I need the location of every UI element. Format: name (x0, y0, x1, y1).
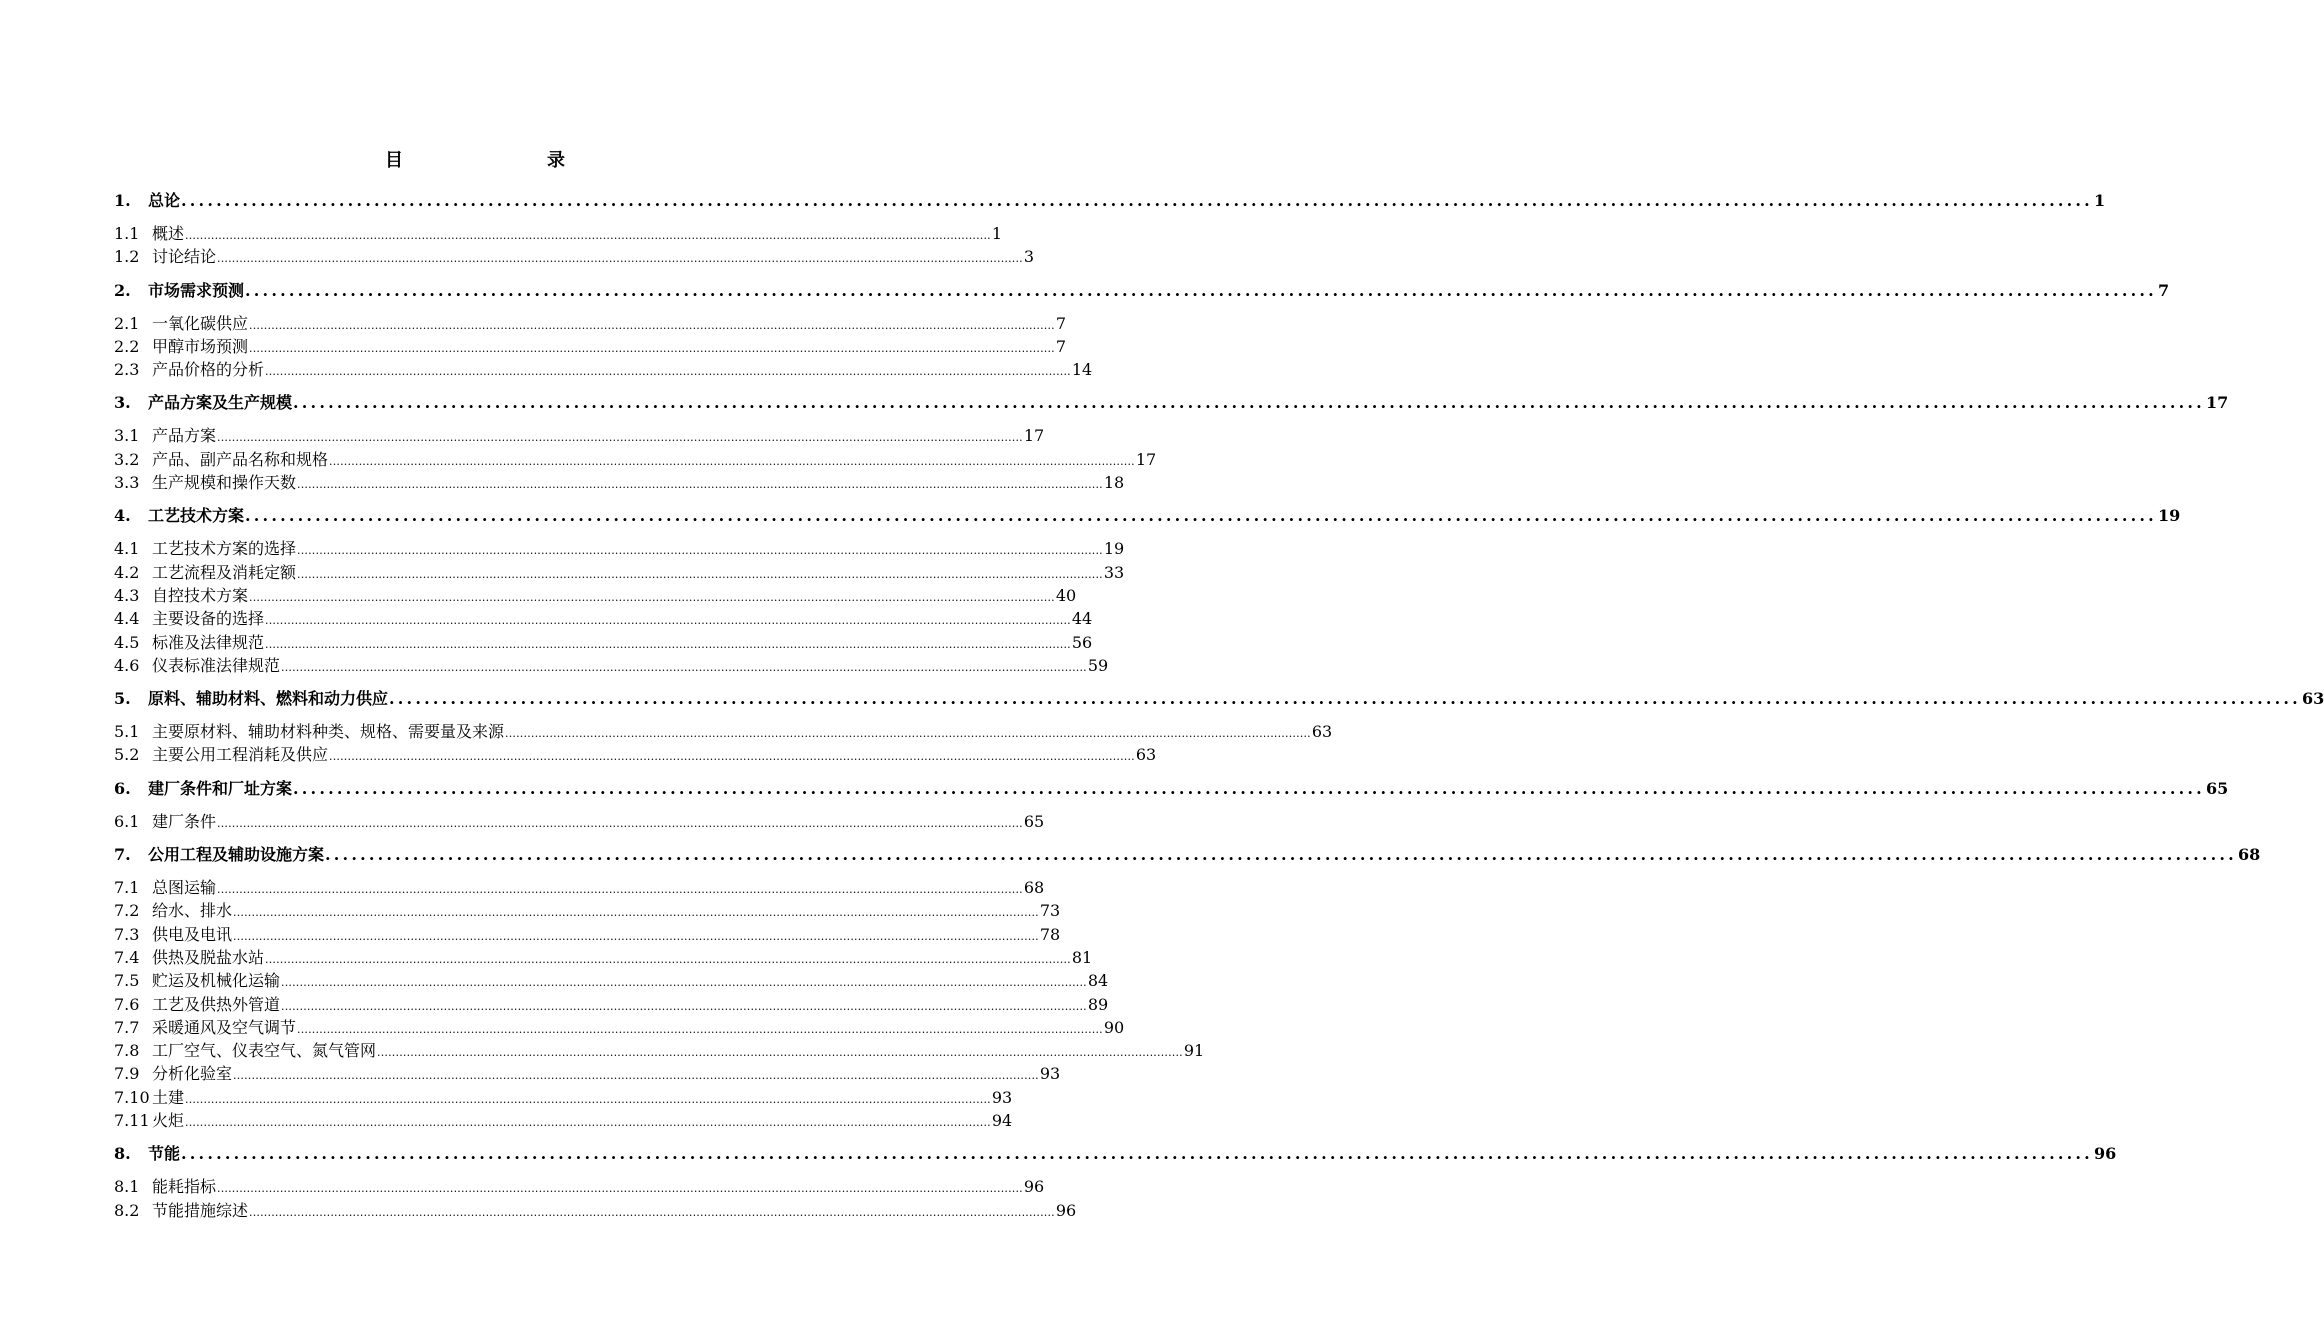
toc-entry-title: 贮运及机械化运输 (152, 971, 281, 991)
toc-entry-number: 6.1 (114, 811, 140, 831)
toc-entry-number: 7.1 (114, 878, 140, 898)
toc-dot-leader: .......................................................................................................................................................................................................................... (185, 229, 991, 242)
toc-page-number: 40 (1055, 585, 1077, 605)
toc-section-entry[interactable] (114, 1016, 1125, 1039)
toc-entry-title: 工艺技术方案 (148, 506, 245, 526)
toc-entry-number: 7.11 (114, 1111, 150, 1131)
toc-dot-leader: .......................................................................................................................................................................................................................... (297, 567, 1103, 581)
toc-section-entry[interactable] (114, 537, 1125, 560)
toc-chapter-entry[interactable] (114, 279, 2170, 302)
toc-section-entry[interactable] (114, 335, 1067, 358)
toc-section-entry[interactable] (114, 1039, 1205, 1062)
toc-section-entry[interactable] (114, 584, 1077, 607)
toc-entry-number: 7.2 (114, 901, 140, 921)
toc-dot-leader: .......................................................................................................................................................................................................................... (265, 365, 1071, 379)
toc-section-entry[interactable] (114, 631, 1093, 654)
toc-entry-title: 分析化验室 (152, 1064, 233, 1084)
toc-page-number: 17 (1135, 449, 1157, 469)
toc-section-entry[interactable] (114, 471, 1125, 494)
toc-page-number: 63 (1311, 722, 1333, 742)
toc-entry-title: 供电及电讯 (152, 924, 233, 944)
toc-section-entry[interactable] (114, 1199, 1077, 1222)
toc-entry-title: 标准及法律规范 (152, 632, 265, 652)
toc-entry-number: 3.1 (114, 426, 140, 446)
toc-entry-title: 工艺流程及消耗定额 (152, 562, 297, 582)
toc-section-entry[interactable] (114, 969, 1109, 992)
toc-dot-leader: .......................................................................................................................................................................................................................... (281, 660, 1087, 674)
toc-chapter-entry[interactable] (114, 1142, 2117, 1165)
toc-section-entry[interactable] (114, 1109, 1013, 1132)
toc-dot-leader: .......................................................................................................................................................................................................................... (281, 976, 1087, 990)
toc-dot-leader: .......................................................................................................................................................................................................................... (377, 1046, 1183, 1060)
toc-entry-number: 4.1 (114, 539, 140, 559)
toc-page-number: 44 (1071, 609, 1093, 629)
toc-entry-number: 7.9 (114, 1064, 140, 1084)
toc-entry-number: 7.3 (114, 924, 140, 944)
toc-entry-title: 总图运输 (152, 878, 217, 898)
toc-section-entry[interactable] (114, 222, 1003, 245)
toc-section-entry[interactable] (114, 245, 1035, 268)
toc-entry-title: 建厂条件和厂址方案 (148, 778, 293, 798)
toc-dot-leader: .......................................................................................................................................................................................................................... (249, 590, 1055, 604)
toc-entry-title: 市场需求预测 (148, 280, 245, 300)
toc-page-number: 89 (1087, 994, 1109, 1014)
toc-dot-leader: .......................................................................................................................................................................................................................... (217, 816, 1023, 830)
toc-section-entry[interactable] (114, 1086, 1013, 1109)
toc-section-entry[interactable] (114, 923, 1061, 946)
toc-dot-leader: .......................................................................................................................................................................................................................... (185, 1092, 991, 1106)
toc-page-number: 96 (2093, 1144, 2117, 1164)
toc-page-number: 94 (991, 1111, 1013, 1131)
toc-section-entry[interactable] (114, 810, 1045, 833)
toc-entry-title: 给水、排水 (152, 901, 233, 921)
toc-dot-leader: .......................................................................................................................................................................................................................... (217, 1182, 1023, 1196)
toc-entry-title: 土建 (152, 1087, 185, 1107)
toc-page-number: 73 (1039, 901, 1061, 921)
toc-entry-number: 8.2 (114, 1200, 140, 1220)
toc-page-number: 78 (1039, 924, 1061, 944)
toc-entry-number: 6. (114, 778, 131, 798)
toc-entry-number: 2.3 (114, 360, 140, 380)
toc-entry-title: 产品价格的分析 (152, 360, 265, 380)
toc-entry-title: 工厂空气、仪表空气、氮气管网 (152, 1041, 377, 1061)
toc-entry-number: 4.6 (114, 655, 140, 675)
toc-entry-number: 7.5 (114, 971, 140, 991)
toc-section-entry[interactable] (114, 946, 1093, 969)
toc-entry-title: 概述 (152, 224, 185, 243)
toc-entry-number: 3. (114, 393, 131, 413)
toc-page-number: 96 (1055, 1200, 1077, 1220)
toc-entry-number: 5.2 (114, 745, 140, 765)
toc-section-entry[interactable] (114, 424, 1045, 447)
toc-section-entry[interactable] (114, 993, 1109, 1016)
toc-page-number: 68 (1023, 878, 1045, 898)
toc-dot-leader: .......................................................................................................................................................................................................................... (233, 1069, 1039, 1083)
table-of-contents (114, 189, 2324, 1222)
toc-dot-leader: .......................................................................................................................................................................................................................... (389, 689, 2301, 709)
toc-page-number: 65 (2205, 778, 2229, 798)
toc-dot-leader: .......................................................................................................................................................................................................................... (329, 454, 1135, 468)
toc-chapter-entry[interactable] (114, 843, 2261, 866)
toc-entry-number: 4.2 (114, 562, 140, 582)
toc-title: 目 录 (385, 150, 601, 171)
toc-entry-title: 建厂条件 (152, 811, 217, 831)
toc-dot-leader: .......................................................................................................................................................................................................................... (245, 280, 2157, 300)
toc-dot-leader: .......................................................................................................................................................................................................................... (249, 1205, 1055, 1219)
toc-dot-leader: .......................................................................................................................................................................................................................... (297, 478, 1103, 492)
toc-page-number: 93 (1039, 1064, 1061, 1084)
toc-dot-leader: .......................................................................................................................................................................................................................... (505, 727, 1311, 741)
toc-entry-number: 7.6 (114, 994, 140, 1014)
toc-page-number: 84 (1087, 971, 1109, 991)
toc-entry-title: 主要公用工程消耗及供应 (152, 745, 329, 765)
toc-entry-title: 节能 (148, 1144, 181, 1164)
toc-entry-number: 4. (114, 506, 131, 526)
toc-entry-title: 主要原材料、辅助材料种类、规格、需要量及来源 (152, 722, 505, 742)
toc-entry-title: 采暖通风及空气调节 (152, 1017, 297, 1037)
toc-dot-leader: .......................................................................................................................................................................................................................... (297, 1022, 1103, 1036)
toc-section-entry[interactable] (114, 720, 1333, 743)
toc-page-number: 18 (1103, 473, 1125, 493)
toc-section-entry[interactable] (114, 743, 1157, 766)
toc-section-entry[interactable] (114, 561, 1125, 584)
toc-dot-leader: .......................................................................................................................................................................................................................... (233, 906, 1039, 920)
toc-page-number: 1 (991, 224, 1003, 243)
toc-page-number: 68 (2237, 845, 2261, 865)
toc-dot-leader: .......................................................................................................................................................................................................................... (245, 506, 2157, 526)
toc-entry-title: 仪表标准法律规范 (152, 655, 281, 675)
toc-page-number: 3 (1023, 247, 1035, 267)
toc-page-number: 91 (1183, 1041, 1205, 1061)
toc-page-number: 7 (1055, 313, 1067, 333)
toc-entry-number: 2. (114, 280, 131, 300)
toc-entry-number: 4.5 (114, 632, 140, 652)
toc-page-number: 90 (1103, 1017, 1125, 1037)
toc-entry-number: 4.4 (114, 609, 140, 629)
toc-dot-leader: .......................................................................................................................................................................................................................... (181, 1144, 2093, 1164)
toc-entry-title: 能耗指标 (152, 1177, 217, 1197)
toc-dot-leader: .......................................................................................................................................................................................................................... (281, 999, 1087, 1013)
toc-page-number: 59 (1087, 655, 1109, 675)
toc-entry-number: 7.4 (114, 947, 140, 967)
toc-section-entry[interactable] (114, 1175, 1045, 1198)
toc-entry-title: 讨论结论 (152, 247, 217, 267)
toc-page-number: 63 (2301, 689, 2324, 709)
toc-dot-leader: .......................................................................................................................................................................................................................... (265, 952, 1071, 966)
toc-entry-number: 7.10 (114, 1087, 150, 1107)
toc-entry-title: 产品、副产品名称和规格 (152, 449, 329, 469)
toc-section-entry[interactable] (114, 1062, 1061, 1085)
toc-section-entry[interactable] (114, 312, 1067, 335)
toc-page-number: 14 (1071, 360, 1093, 380)
toc-page-number: 33 (1103, 562, 1125, 582)
toc-entry-title: 公用工程及辅助设施方案 (148, 845, 325, 865)
toc-dot-leader: .......................................................................................................................................................................................................................... (249, 318, 1055, 332)
toc-dot-leader: .......................................................................................................................................................................................................................... (265, 637, 1071, 651)
toc-page-number: 56 (1071, 632, 1093, 652)
toc-dot-leader: .......................................................................................................................................................................................................................... (265, 614, 1071, 628)
toc-dot-leader: .......................................................................................................................................................................................................................... (329, 750, 1135, 764)
toc-dot-leader: .......................................................................................................................................................................................................................... (325, 845, 2237, 865)
toc-entry-title: 产品方案 (152, 426, 217, 446)
toc-entry-number: 4.3 (114, 585, 140, 605)
toc-entry-title: 火炬 (152, 1111, 185, 1131)
toc-entry-title: 一氧化碳供应 (152, 313, 249, 333)
toc-chapter-entry[interactable] (114, 391, 2229, 414)
toc-entry-title: 供热及脱盐水站 (152, 947, 265, 967)
toc-section-entry[interactable] (114, 899, 1061, 922)
toc-dot-leader: .......................................................................................................................................................................................................................... (249, 341, 1055, 355)
toc-chapter-entry[interactable] (114, 504, 2181, 527)
toc-page-number: 63 (1135, 745, 1157, 765)
toc-page-number: 7 (2157, 280, 2170, 300)
toc-entry-number: 1. (114, 191, 131, 210)
toc-entry-title: 自控技术方案 (152, 585, 249, 605)
toc-entry-number: 5. (114, 689, 131, 709)
toc-dot-leader: .......................................................................................................................................................................................................................... (297, 544, 1103, 558)
toc-page-number: 1 (2093, 191, 2106, 210)
toc-entry-title: 节能措施综述 (152, 1200, 249, 1220)
toc-section-entry[interactable] (114, 607, 1093, 630)
toc-section-entry[interactable] (114, 448, 1157, 471)
toc-entry-number: 8.1 (114, 1177, 140, 1197)
toc-dot-leader: .......................................................................................................................................................................................................................... (217, 252, 1023, 266)
toc-dot-leader: .......................................................................................................................................................................................................................... (181, 191, 2093, 210)
toc-dot-leader: .......................................................................................................................................................................................................................... (293, 393, 2205, 413)
toc-entry-number: 2.2 (114, 336, 140, 356)
toc-page-number: 17 (1023, 426, 1045, 446)
toc-entry-title: 生产规模和操作天数 (152, 473, 297, 493)
toc-page-number: 17 (2205, 393, 2229, 413)
toc-chapter-entry[interactable] (114, 189, 2106, 212)
toc-page-number: 65 (1023, 811, 1045, 831)
toc-entry-number: 7.8 (114, 1041, 140, 1061)
toc-entry-title: 主要设备的选择 (152, 609, 265, 629)
toc-dot-leader: .......................................................................................................................................................................................................................... (217, 883, 1023, 897)
toc-chapter-entry[interactable] (114, 777, 2229, 800)
toc-page-number: 19 (2157, 506, 2181, 526)
toc-entry-number: 8. (114, 1144, 131, 1164)
toc-dot-leader: .......................................................................................................................................................................................................................... (293, 778, 2205, 798)
toc-page-number: 7 (1055, 336, 1067, 356)
toc-entry-title: 甲醇市场预测 (152, 336, 249, 356)
toc-section-entry[interactable] (114, 358, 1093, 381)
toc-entry-number: 7.7 (114, 1017, 140, 1037)
toc-entry-number: 3.3 (114, 473, 140, 493)
toc-entry-number: 1.2 (114, 247, 140, 267)
toc-entry-title: 工艺技术方案的选择 (152, 539, 297, 559)
toc-page-number: 96 (1023, 1177, 1045, 1197)
toc-entry-title: 工艺及供热外管道 (152, 994, 281, 1014)
toc-section-entry[interactable] (114, 654, 1109, 677)
toc-dot-leader: .......................................................................................................................................................................................................................... (233, 929, 1039, 943)
toc-entry-number: 3.2 (114, 449, 140, 469)
toc-entry-number: 5.1 (114, 722, 140, 742)
toc-page-number: 19 (1103, 539, 1125, 559)
toc-page-number: 93 (991, 1087, 1013, 1107)
toc-dot-leader: .......................................................................................................................................................................................................................... (217, 431, 1023, 445)
toc-entry-title: 总论 (148, 191, 181, 210)
toc-dot-leader: .......................................................................................................................................................................................................................... (185, 1116, 991, 1130)
toc-page-number: 81 (1071, 947, 1093, 967)
toc-entry-number: 7. (114, 845, 131, 865)
toc-entry-title: 产品方案及生产规模 (148, 393, 293, 413)
toc-chapter-entry[interactable] (114, 687, 2324, 710)
toc-section-entry[interactable] (114, 876, 1045, 899)
toc-entry-title: 原料、辅助材料、燃料和动力供应 (148, 689, 389, 709)
toc-entry-number: 2.1 (114, 313, 140, 333)
toc-entry-number: 1.1 (114, 224, 140, 243)
